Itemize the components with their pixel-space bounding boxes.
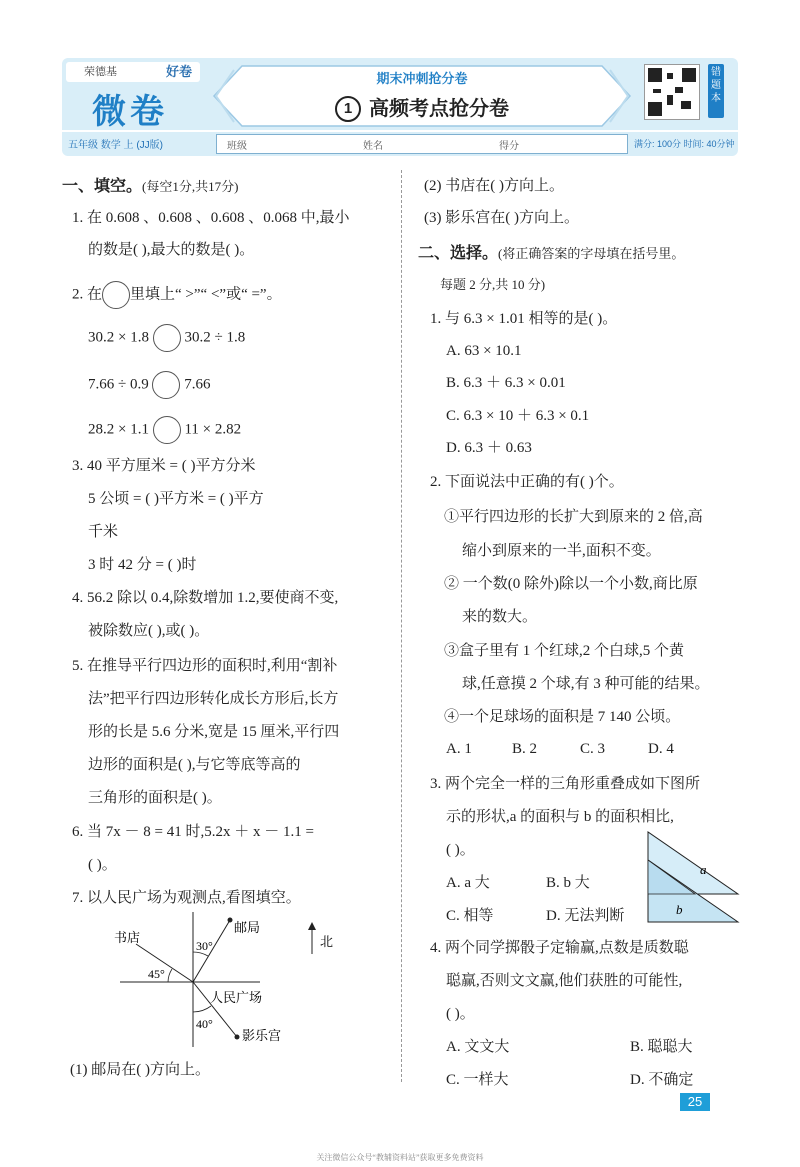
section2-note-2: 每题 2 分,共 10 分): [440, 277, 546, 292]
q2-prompt: 2. 在 里填上“ >”“ <”或“ =”。: [72, 281, 282, 309]
q4-line2: 被除数应( ),或( )。: [88, 623, 210, 639]
mc-q2-s3a: ③盒子里有 1 个红球,2 个白球,5 个黄: [444, 643, 685, 659]
map-north-label: 北: [320, 934, 334, 949]
q7-prompt: 7. 以人民广场为观测点,看图填空。: [72, 890, 301, 906]
section2-heading: 二、选择。(将正确答案的字母填在括号里。: [418, 243, 685, 262]
brand-logo: [66, 62, 200, 82]
mc-q3-option-a: A. a 大: [446, 875, 490, 891]
q2-row3: 28.2 × 1.1 11 × 2.82: [88, 416, 241, 444]
section1-heading: 一、填空。(每空1分,共17分): [62, 176, 239, 195]
mc-q2-s2b: 来的数大。: [462, 609, 538, 625]
q2-row2: 7.66 ÷ 0.9 7.66: [88, 371, 210, 399]
mc-q1-option-d: D. 6.3 ＋ 0.63: [446, 440, 532, 456]
mc-q2-s3b: 球,任意摸 2 个球,有 3 种可能的结果。: [462, 676, 710, 692]
q5-line1: 5. 在推导平行四边形的面积时,利用“割补: [72, 658, 338, 674]
q2-row1: 30.2 × 1.8 30.2 ÷ 1.8: [88, 324, 245, 352]
q7-sub3: (3) 影乐宫在( )方向上。: [424, 210, 579, 226]
mc-q2-option-b: B. 2: [512, 741, 538, 757]
angle-30-label: 30°: [196, 939, 213, 953]
page-number: 25: [680, 1093, 710, 1111]
mc-q2: 2. 下面说法中正确的有( )个。: [430, 474, 624, 490]
q3-line2: 5 公顷 = ( )平方米 = ( )平方: [88, 491, 264, 507]
answer-circle: [102, 281, 130, 309]
answer-circle[interactable]: [153, 324, 181, 352]
map-bookstore-label: 书店: [114, 930, 141, 945]
mc-q3-line3: ( )。: [446, 842, 475, 858]
q3-line1: 3. 40 平方厘米 = ( )平方分米: [72, 458, 256, 474]
q5-line4: 边形的面积是( ),与它等底等高的: [88, 757, 301, 773]
mc-q4-line1: 4. 两个同学掷骰子定输赢,点数是质数聪: [430, 940, 689, 956]
mc-q1-option-b: B. 6.3 ＋ 6.3 × 0.01: [446, 375, 566, 391]
q7-sub1: (1) 邮局在( )方向上。: [70, 1062, 210, 1078]
column-divider: [401, 170, 402, 1082]
mc-q4-option-d: D. 不确定: [630, 1072, 694, 1088]
subtitle: 期末冲刺抢分卷: [376, 71, 468, 86]
q6-line1: 6. 当 7x － 8 = 41 时,5.2x ＋ x － 1.1 =: [72, 824, 314, 840]
mc-q2-option-a: A. 1: [446, 741, 472, 757]
map-square-label: 人民广场: [210, 990, 263, 1005]
mc-q3-option-b: B. b 大: [546, 875, 590, 891]
mc-q4-option-b: B. 聪聪大: [630, 1039, 693, 1055]
q1-line2: 的数是( ),最大的数是( )。: [88, 242, 255, 258]
q3-line3: 千米: [88, 524, 119, 540]
region-b-label: b: [676, 902, 683, 917]
map-post-label: 邮局: [234, 920, 261, 935]
angle-45-label: 45°: [148, 967, 165, 981]
post-point: [228, 918, 233, 923]
q5-line2: 法”把平行四边形转化成长方形后,长方: [88, 691, 339, 707]
mc-q1-option-a: A. 63 × 10.1: [446, 343, 522, 359]
q3-line4: 3 时 42 分 = ( )时: [88, 557, 197, 573]
worksheet-header: [62, 58, 738, 156]
mc-q3-line1: 3. 两个完全一样的三角形重叠成如下图所: [430, 776, 701, 792]
name-field-label: 姓名: [363, 141, 383, 152]
score-time-info: 满分: 100分 时间: 40分钟: [634, 139, 735, 149]
q5-line5: 三角形的面积是( )。: [88, 790, 222, 806]
series-title: 微卷: [92, 92, 168, 132]
footer-note: 关注微信公众号“教辅资料站”获取更多免费资料: [316, 1153, 484, 1162]
error-book-tag: 错题本: [708, 64, 724, 118]
answer-circle[interactable]: [153, 416, 181, 444]
mc-q2-option-c: C. 3: [580, 741, 606, 757]
mc-q4-line3: ( )。: [446, 1006, 475, 1022]
mc-q3-option-d: D. 无法判断: [546, 908, 625, 924]
angle-40-label: 40°: [196, 1017, 213, 1031]
brand-good-logo: 好卷: [165, 64, 192, 79]
q6-line2: ( )。: [88, 857, 117, 873]
cinema-point: [235, 1035, 240, 1040]
mc-q3-line2: 示的形状,a 的面积与 b 的面积相比,: [446, 809, 674, 825]
paper-number: 1: [335, 96, 361, 122]
mc-q4-option-c: C. 一样大: [446, 1072, 509, 1088]
q1-line1: 1. 在 0.608 、0.608 、0.608 、0.068 中,最小: [72, 210, 350, 226]
class-field-label: 班级: [227, 141, 247, 152]
region-a-label: a: [700, 862, 707, 877]
score-field-label: 得分: [499, 141, 519, 152]
direction-map: [100, 912, 360, 1052]
mc-q2-option-d: D. 4: [648, 741, 674, 757]
paper-title: 高频考点抢分卷: [369, 98, 509, 120]
grade-info: 五年级 数学 上 (JJ版): [68, 140, 163, 151]
main-title-row: [212, 92, 632, 122]
mc-q2-s1a: ①平行四边形的长扩大到原来的 2 倍,高: [444, 509, 703, 525]
q7-sub2: (2) 书店在( )方向上。: [424, 178, 564, 194]
header-info-bar: [62, 132, 738, 156]
mc-q3-option-c: C. 相等: [446, 908, 494, 924]
q4-line1: 4. 56.2 除以 0.4,除数增加 1.2,要使商不变,: [72, 590, 339, 606]
title-banner: [212, 64, 632, 128]
student-fields: [216, 134, 628, 154]
header-band: [62, 58, 738, 130]
mc-q4-option-a: A. 文文大: [446, 1039, 510, 1055]
overlapping-triangles-figure: [646, 830, 742, 926]
mc-q2-s4: ④一个足球场的面积是 7 140 公顷。: [444, 709, 681, 725]
mc-q2-s1b: 缩小到原来的一半,面积不变。: [462, 543, 661, 559]
qr-code-icon: [644, 64, 700, 120]
q5-line3: 形的长是 5.6 分米,宽是 15 厘米,平行四: [88, 724, 340, 740]
mc-q2-s2a: ② 一个数(0 除外)除以一个小数,商比原: [444, 576, 698, 592]
answer-circle[interactable]: [152, 371, 180, 399]
map-cinema-label: 影乐宫: [242, 1028, 282, 1043]
mc-q1-option-c: C. 6.3 × 10 ＋ 6.3 × 0.1: [446, 408, 590, 424]
brand-name: 荣德基: [84, 66, 117, 78]
mc-q1: 1. 与 6.3 × 1.01 相等的是( )。: [430, 311, 618, 327]
mc-q4-line2: 聪赢,否则文文赢,他们获胜的可能性,: [446, 973, 683, 989]
